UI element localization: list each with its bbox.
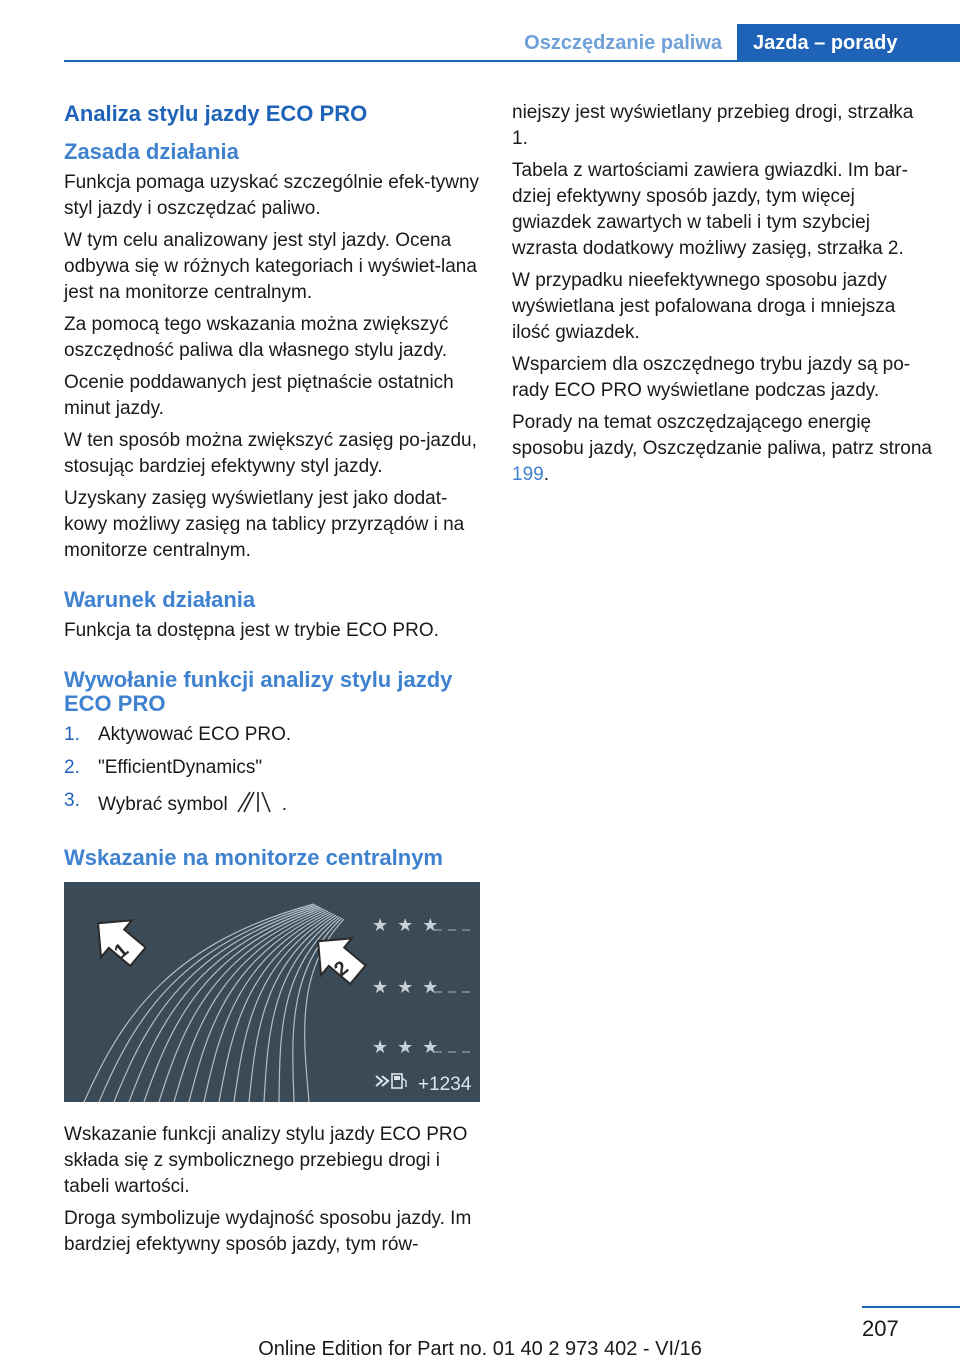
right-column [512,100,932,494]
paragraph: Droga symbolizuje wydajność sposobu jazdy. Im bardziej efektywny sposób jazdy, tym rów‐ [64,1208,472,1255]
list-item [64,788,480,822]
paragraph: Funkcja ta dostępna jest w trybie ECO PRO. [64,620,439,641]
page-number: 207 [862,1316,899,1341]
step-text: Wybrać symbol [98,794,228,816]
subheading-condition: Warunek działania [64,587,256,612]
page-number-rule [862,1306,960,1308]
step-text: "EfficientDynamics" [98,757,263,778]
page-reference-link[interactable]: 199 [512,464,544,485]
list-item [64,722,480,748]
stars-row-2: ★ ★ ★ [372,977,441,997]
left-column [64,100,480,1264]
step-number: 3. [64,790,80,811]
range-value: +1234 [418,1074,472,1095]
header-chapter-tab: Jazda – porady [737,24,960,62]
paragraph: W tym celu analizowany jest styl jazdy. Ocena odbywa się w różnych kategoriach i wyświet‐lana jest na monitorze centralnym. [64,230,477,303]
step-suffix: . [281,794,287,816]
paragraph: W ten sposób można zwiększyć zasięg po‐jazdu, stosując bardziej efektywny styl jazdy. [64,430,477,477]
subheading-principle: Zasada działania [64,139,239,164]
paragraph: Za pomocą tego wskazania można zwiększyć oszczędność paliwa dla własnego stylu jazdy. [64,314,449,361]
arrow-2-label: 2 [330,956,353,982]
list-item [64,755,480,781]
subheading-call-function: Wywołanie funkcji analizy stylu jazdy ECO PRO [64,667,453,716]
step-number: 2. [64,757,80,778]
paragraph: Tabela z wartościami zawiera gwiazdki. Im bar‐dziej efektywny sposób jazdy, tym więcej gwiazdek zawartych w tabeli i tym szybciej wzrasta dodatkowy możliwy zasięg, strzałka 2. [512,160,908,259]
section-title: Analiza stylu jazdy ECO PRO [64,101,368,126]
eco-road-symbol-icon [236,788,274,822]
paragraph-suffix: . [543,464,549,485]
paragraph-text: Porady na temat oszczędzającego energię sposobu jazdy, Oszczędzanie paliwa, patrz strona [512,412,932,459]
paragraph-with-link [512,410,932,488]
steps-list [64,722,480,822]
step-number: 1. [64,724,80,745]
header-section-title: Oszczędzanie paliwa [524,32,722,54]
paragraph: Wskazanie funkcji analizy stylu jazdy ECO PRO składa się z symbolicznego przebiegu drogi i tabeli wartości. [64,1124,468,1197]
subheading-display: Wskazanie na monitorze centralnym [64,845,443,870]
header-rule [64,60,960,62]
paragraph: Uzyskany zasięg wyświetlany jest jako dodat‐kowy możliwy zasięg na tablicy przyrządów i na monitorze centralnym. [64,488,465,561]
step-text: Aktywować ECO PRO. [98,724,292,745]
stars-row-1: ★ ★ ★ [372,915,441,935]
eco-pro-display-figure [64,882,480,1102]
edition-footer: Online Edition for Part no. 01 40 2 973 402 - VI/16 [258,1338,702,1360]
paragraph: Ocenie poddawanych jest piętnaście ostatnich minut jazdy. [64,372,454,419]
paragraph: niejszy jest wyświetlany przebieg drogi, strzałka 1. [512,102,914,149]
paragraph: W przypadku nieefektywnego sposobu jazdy wyświetlana jest pofalowana droga i mniejsza ilość gwiazdek. [512,270,896,343]
stars-row-3: ★ ★ ★ [372,1037,441,1057]
arrow-1-label: 1 [110,938,133,964]
paragraph: Funkcja pomaga uzyskać szczególnie efek‐tywny styl jazdy i oszczędzać paliwo. [64,172,480,219]
paragraph: Wsparciem dla oszczędnego trybu jazdy są po‐rady ECO PRO wyświetlane podczas jazdy. [512,354,911,401]
